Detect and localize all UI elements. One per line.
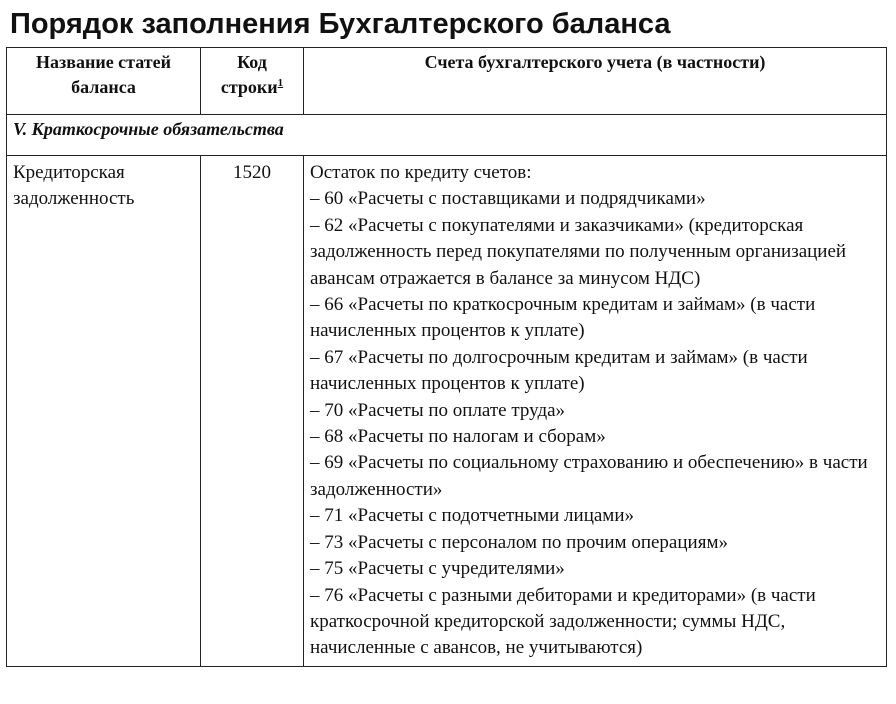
account-line: – 67 «Расчеты по долгосрочным кредитам и займам» (в части начисленных процентов к уплате) [310, 346, 808, 395]
balance-table [6, 47, 887, 667]
account-line: Остаток по кредиту счетов: [310, 162, 532, 183]
account-line: – 68 «Расчеты по налогам и сборам» [310, 426, 606, 448]
header-name: Название статей баланса [7, 48, 201, 115]
account-line: – 76 «Расчеты с разными дебиторами и кредиторами» (в части краткосрочной кредиторской задолженности; суммы НДС, начисленные с авансов, не учитываются) [310, 584, 816, 659]
account-line: – 75 «Расчеты с учредителями» [310, 558, 565, 580]
table-row [7, 156, 887, 667]
header-code-label: Код строки [220, 52, 278, 97]
header-row [7, 48, 887, 115]
section-title: V. Краткосрочные обязательства [7, 115, 887, 156]
account-line: – 62 «Расчеты с покупателями и заказчиками» (кредиторская задолженность перед покупателями по полученным организацией авансам отражается в балансе за минусом НДС) [310, 214, 847, 289]
account-line: – 69 «Расчеты по социальному страхованию и обеспечению» в части задолженности» [310, 452, 868, 500]
account-line: – 71 «Расчеты с подотчетными лицами» [310, 505, 634, 527]
accounts-cell [304, 156, 887, 667]
account-line: – 73 «Расчеты с персоналом по прочим операциям» [310, 531, 728, 553]
footnote-link[interactable]: 1 [277, 77, 284, 89]
account-line: – 66 «Расчеты по краткосрочным кредитам и займам» (в части начисленных процентов к уплате) [310, 294, 816, 342]
page-title: Порядок заполнения Бухгалтерского баланса [10, 8, 671, 40]
header-code [201, 48, 304, 115]
account-line: – 60 «Расчеты с поставщиками и подрядчиками» [310, 188, 706, 210]
item-code: 1520 [201, 156, 304, 667]
section-row [7, 115, 887, 156]
header-accounts: Счета бухгалтерского учета (в частности) [304, 48, 887, 115]
item-name: Кредиторская задолженность [7, 156, 201, 667]
account-line: – 70 «Расчеты по оплате труда» [310, 399, 566, 421]
